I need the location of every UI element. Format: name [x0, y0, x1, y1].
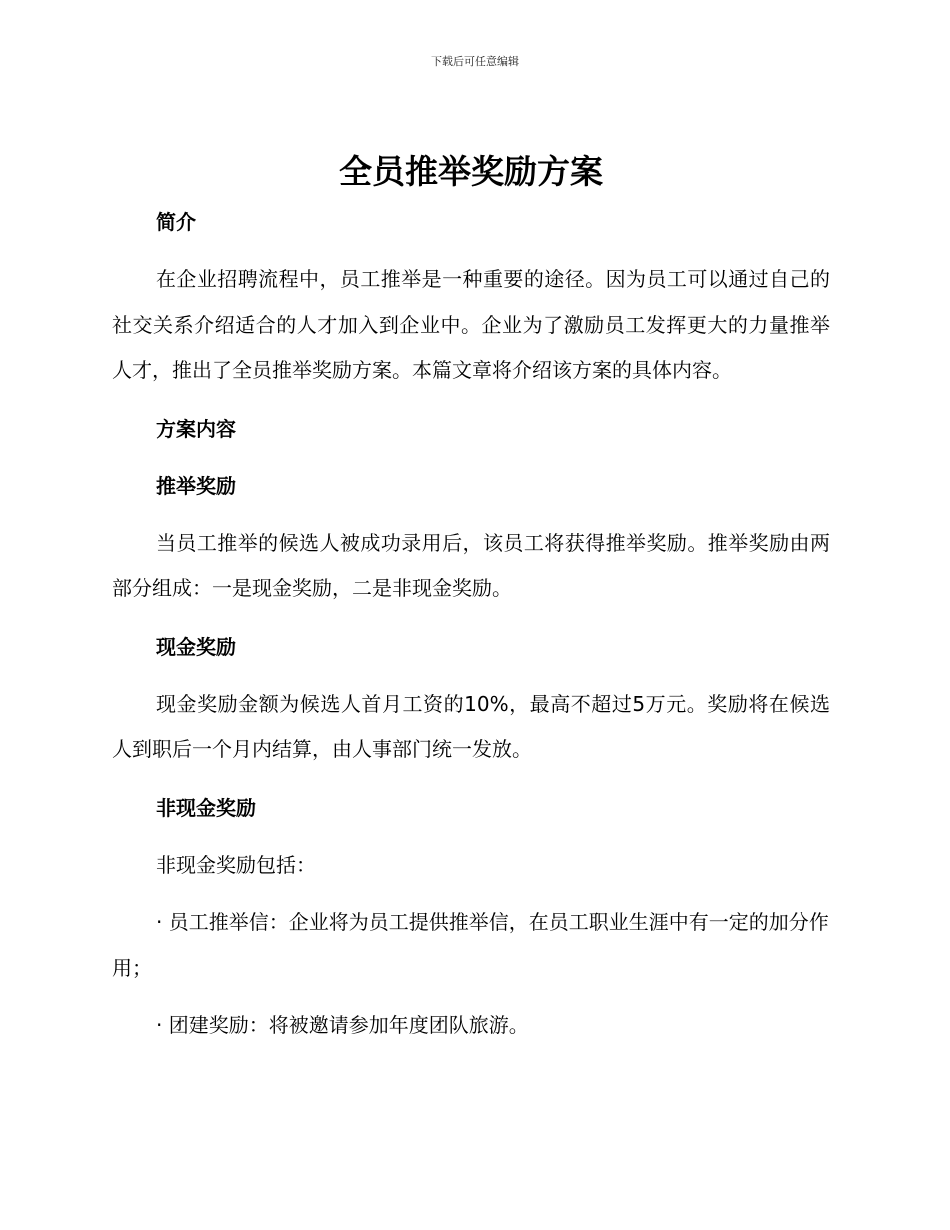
section-heading-intro: 简介	[156, 210, 196, 234]
section-heading-referral: 推举奖励	[156, 473, 236, 498]
cash-paragraph: 现金奖励金额为候选人首月工资的10%，最高不超过5万元。奖励将在候选人到职后一个月内结算，由人事部门统一发放。	[112, 691, 830, 761]
page-header: 下载后可任意编辑	[431, 55, 519, 68]
section-heading-cash: 现金奖励	[156, 634, 236, 659]
document-title: 全员推举奖励方案	[339, 152, 603, 191]
noncash-intro-paragraph: 非现金奖励包括：	[156, 852, 316, 877]
noncash-list-item: · 团建奖励：将被邀请参加年度团队旅游。	[156, 1013, 529, 1037]
section-heading-content: 方案内容	[156, 416, 236, 441]
noncash-list-item: · 员工推举信：企业将为员工提供推举信，在员工职业生涯中有一定的加分作用；	[112, 910, 829, 980]
referral-paragraph: 当员工推举的候选人被成功录用后，该员工将获得推举奖励。推举奖励由两部分组成：一是现金奖励，二是非现金奖励。	[112, 530, 830, 600]
section-heading-noncash: 非现金奖励	[156, 795, 256, 820]
intro-paragraph: 在企业招聘流程中，员工推举是一种重要的途径。因为员工可以通过自己的社交关系介绍适合的人才加入到企业中。企业为了激励员工发挥更大的力量推举人才，推出了全员推举奖励方案。本篇文章将介绍该方案的具体内容。	[112, 267, 830, 382]
document-body	[112, 150, 830, 1049]
